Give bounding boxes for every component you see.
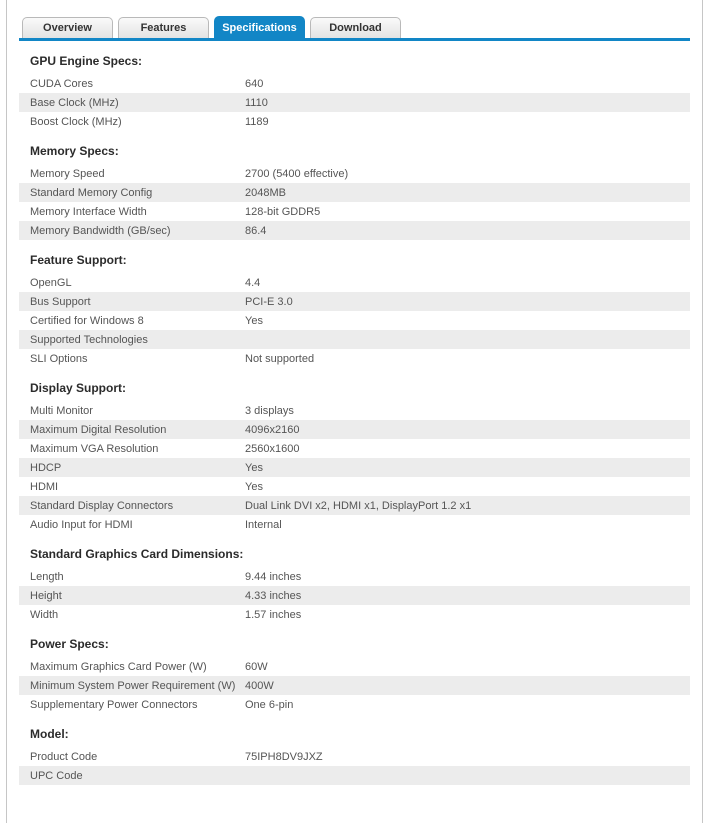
section-memory-specs — [19, 144, 690, 240]
section-model — [19, 727, 690, 785]
spec-row — [19, 676, 690, 695]
spec-row-label: Boost Clock (MHz) — [30, 115, 122, 128]
spec-row-label: Certified for Windows 8 — [30, 314, 144, 327]
spec-row-value: 1189 — [245, 115, 269, 128]
spec-row-label: Bus Support — [30, 295, 91, 308]
spec-row — [19, 695, 690, 714]
spec-row-value: 2700 (5400 effective) — [245, 167, 349, 180]
spec-row-value: 128-bit GDDR5 — [245, 205, 321, 218]
spec-row — [19, 221, 690, 240]
spec-row — [19, 183, 690, 202]
page-right-border — [702, 0, 703, 823]
spec-row-label: CUDA Cores — [30, 77, 93, 90]
spec-row-value: 400W — [245, 679, 274, 692]
spec-row — [19, 420, 690, 439]
spec-row-value: 60W — [245, 660, 268, 673]
section-title: Feature Support: — [30, 253, 127, 267]
spec-row — [19, 74, 690, 93]
spec-row-value: Dual Link DVI x2, HDMI x1, DisplayPort 1.2 x1 — [245, 499, 472, 512]
spec-row — [19, 164, 690, 183]
spec-row-value: Yes — [245, 461, 263, 474]
tab-overview[interactable]: Overview — [22, 17, 113, 38]
spec-row-value: 1.57 inches — [245, 608, 302, 621]
spec-row-value: 2048MB — [245, 186, 286, 199]
spec-row-label: Maximum VGA Resolution — [30, 442, 159, 455]
section-title: GPU Engine Specs: — [30, 54, 143, 68]
spec-row — [19, 112, 690, 131]
tab-features[interactable]: Features — [118, 17, 209, 38]
tab-bar — [19, 16, 690, 38]
spec-row-label: HDMI — [30, 480, 59, 493]
spec-row-label: Memory Speed — [30, 167, 105, 180]
spec-row — [19, 273, 690, 292]
spec-row — [19, 93, 690, 112]
spec-row-label: UPC Code — [30, 769, 83, 782]
section-title: Memory Specs: — [30, 144, 119, 158]
spec-row-label: Audio Input for HDMI — [30, 518, 133, 531]
section-card-dimensions — [19, 547, 690, 624]
spec-row-label: Multi Monitor — [30, 404, 93, 417]
spec-row-label: Standard Display Connectors — [30, 499, 174, 512]
spec-row-value: 86.4 — [245, 224, 267, 237]
section-title: Model: — [30, 727, 69, 741]
section-title: Power Specs: — [30, 637, 109, 651]
spec-row-label: Minimum System Power Requirement (W) — [30, 679, 236, 692]
spec-row-label: Height — [30, 589, 62, 602]
section-title: Standard Graphics Card Dimensions: — [30, 547, 244, 561]
spec-row-label: Maximum Digital Resolution — [30, 423, 167, 436]
spec-row-value: 3 displays — [245, 404, 294, 417]
spec-row-value: Yes — [245, 314, 263, 327]
spec-row — [19, 292, 690, 311]
spec-row-value: One 6-pin — [245, 698, 294, 711]
spec-row — [19, 477, 690, 496]
section-power-specs — [19, 637, 690, 714]
spec-row — [19, 515, 690, 534]
section-feature-support — [19, 253, 690, 368]
section-display-support — [19, 381, 690, 534]
spec-row-value: 4096x2160 — [245, 423, 300, 436]
spec-row — [19, 567, 690, 586]
spec-row-label: Length — [30, 570, 64, 583]
spec-row — [19, 458, 690, 477]
spec-row-label: OpenGL — [30, 276, 72, 289]
spec-row-value: 2560x1600 — [245, 442, 300, 455]
section-title: Display Support: — [30, 381, 127, 395]
spec-row — [19, 496, 690, 515]
spec-row-label: Base Clock (MHz) — [30, 96, 119, 109]
spec-row-label: HDCP — [30, 461, 62, 474]
spec-row-value: 640 — [245, 77, 264, 90]
spec-row — [19, 401, 690, 420]
spec-row-label: Supported Technologies — [30, 333, 148, 346]
tab-specifications[interactable]: Specifications — [214, 16, 305, 38]
spec-row-value: 4.4 — [245, 276, 261, 289]
spec-row-value: Yes — [245, 480, 263, 493]
spec-row-value: PCI-E 3.0 — [245, 295, 293, 308]
tab-underline-rule — [19, 38, 690, 41]
spec-row-label: Supplementary Power Connectors — [30, 698, 198, 711]
spec-row-label: Maximum Graphics Card Power (W) — [30, 660, 207, 673]
spec-row-label: Width — [30, 608, 59, 621]
spec-row — [19, 657, 690, 676]
spec-row-value: 75IPH8DV9JXZ — [245, 750, 323, 763]
spec-row-value: 1110 — [245, 96, 268, 109]
spec-row-label: SLI Options — [30, 352, 88, 365]
spec-row-value: 9.44 inches — [245, 570, 302, 583]
spec-row-label: Memory Interface Width — [30, 205, 147, 218]
spec-row — [19, 439, 690, 458]
specifications-page — [19, 16, 690, 785]
spec-row — [19, 747, 690, 766]
spec-row-value: Not supported — [245, 352, 315, 365]
spec-row-label: Product Code — [30, 750, 98, 763]
spec-row — [19, 330, 690, 349]
spec-row-value: 4.33 inches — [245, 589, 302, 602]
spec-row-label: Standard Memory Config — [30, 186, 153, 199]
spec-row — [19, 586, 690, 605]
spec-row-label: Memory Bandwidth (GB/sec) — [30, 224, 171, 237]
spec-row — [19, 311, 690, 330]
spec-row — [19, 605, 690, 624]
section-gpu-engine-specs — [19, 54, 690, 131]
spec-row — [19, 202, 690, 221]
tab-download[interactable]: Download — [310, 17, 401, 38]
spec-row — [19, 766, 690, 785]
spec-row-value: Internal — [245, 518, 282, 531]
page-left-border — [6, 0, 7, 823]
spec-row — [19, 349, 690, 368]
